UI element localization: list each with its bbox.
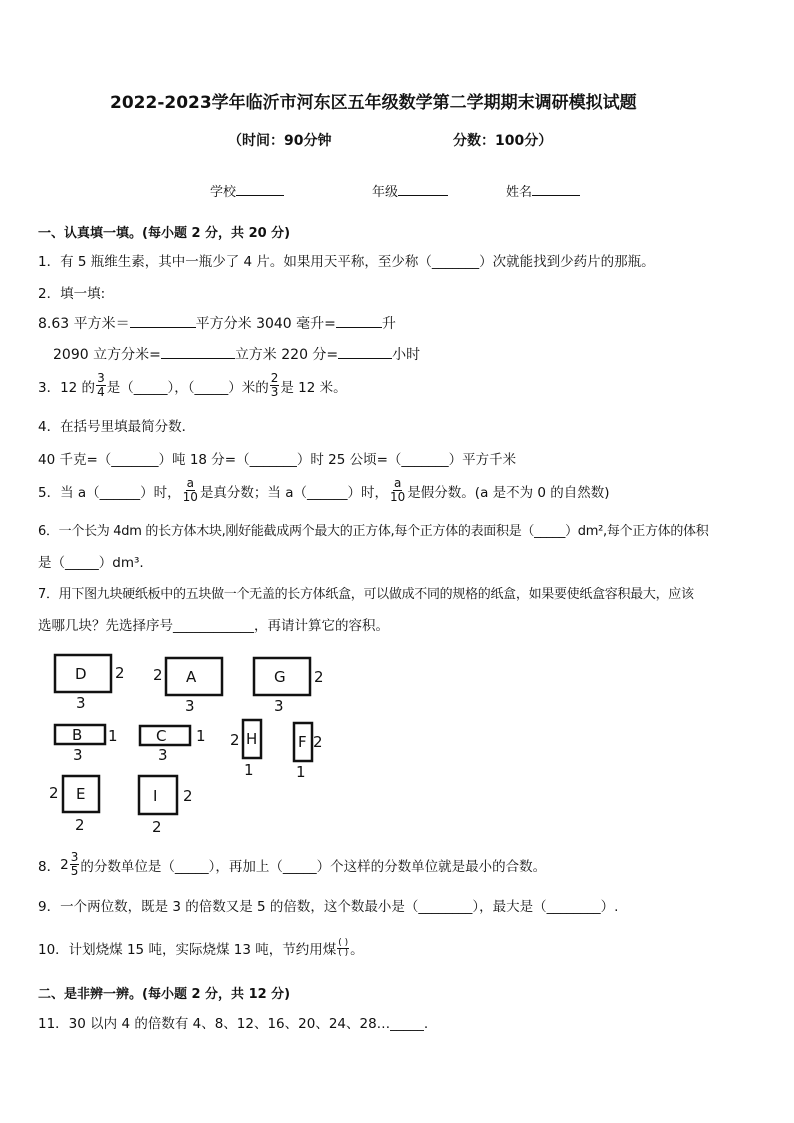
question-2-line2 bbox=[53, 344, 420, 364]
board-bottom: 1 bbox=[296, 763, 306, 781]
question-4-line: 40 千克=（_______）吨 18 分=（_______）时 25 公顷=（_______）平方千米 bbox=[38, 452, 517, 468]
q10-num: ( ) bbox=[338, 937, 349, 948]
q2-blank-1[interactable] bbox=[130, 314, 196, 328]
grade-blank[interactable] bbox=[398, 182, 448, 196]
board-side: 2 bbox=[314, 668, 324, 686]
q5-pre: 5．当 a（______）时， bbox=[38, 484, 181, 501]
question-3 bbox=[38, 372, 347, 399]
board-label: E bbox=[76, 785, 86, 803]
board-bottom: 3 bbox=[76, 694, 86, 712]
board-bottom: 2 bbox=[152, 818, 162, 836]
q3-fraction-2 bbox=[270, 372, 280, 399]
q2-line2-a: 2090 立方分米= bbox=[53, 347, 161, 363]
q3-pre: 3．12 的 bbox=[38, 379, 96, 396]
q2-blank-2[interactable] bbox=[336, 314, 382, 328]
board-bottom: 2 bbox=[75, 816, 85, 834]
board-I bbox=[139, 776, 177, 814]
q2-line2-b: 立方米 220 分= bbox=[234, 347, 339, 363]
q5-fraction-2 bbox=[389, 477, 406, 504]
board-bottom: 3 bbox=[158, 746, 168, 764]
cardboard-figure bbox=[0, 640, 400, 845]
grade-field bbox=[372, 181, 448, 200]
board-side: 1 bbox=[196, 727, 206, 745]
question-11: 11．30 以内 4 的倍数有 4、8、12、16、20、24、28…_____. bbox=[38, 1016, 429, 1032]
school-field bbox=[210, 181, 284, 200]
q2-line2-c: 小时 bbox=[392, 347, 421, 363]
name-label: 姓名 bbox=[506, 185, 533, 200]
question-4: 4．在括号里填最简分数． bbox=[38, 419, 196, 435]
q5-mid: 是真分数；当 a（______）时， bbox=[199, 484, 389, 501]
q8-post: 的分数单位是（_____），再加上（_____）个这样的分数单位就是最小的合数。 bbox=[80, 858, 547, 875]
q8-den: 5 bbox=[70, 864, 79, 878]
school-blank[interactable] bbox=[236, 182, 284, 196]
q8-num: 3 bbox=[70, 850, 79, 864]
q8-mixed-number bbox=[60, 851, 80, 878]
board-label: F bbox=[298, 733, 307, 751]
question-6-line2: 是（_____）dm³. bbox=[38, 555, 144, 571]
q2-line1-a: 8.63 平方米＝ bbox=[38, 316, 130, 332]
exam-time: （时间：90分钟 bbox=[228, 133, 332, 149]
section2-heading: 二、是非辨一辨。(每小题 2 分，共 12 分) bbox=[38, 987, 291, 1002]
question-8 bbox=[38, 851, 546, 878]
question-2: 2．填一填: bbox=[38, 286, 106, 302]
board-label: G bbox=[274, 668, 286, 686]
q8-pre: 8． bbox=[38, 858, 61, 875]
q2-blank-4[interactable] bbox=[338, 345, 392, 359]
school-label: 学校 bbox=[210, 185, 237, 200]
q10-fraction[interactable] bbox=[337, 939, 349, 958]
question-1: 1．有 5 瓶维生素，其中一瓶少了 4 片。如果用天平称，至少称（_______）次就能找到少药片的那瓶。 bbox=[38, 254, 655, 270]
q2-line1-c: 升 bbox=[381, 316, 396, 332]
q10-post: 。 bbox=[350, 942, 364, 958]
board-label: C bbox=[156, 727, 167, 745]
section1-heading: 一、认真填一填。(每小题 2 分，共 20 分) bbox=[38, 226, 291, 241]
question-2-line1 bbox=[38, 313, 396, 333]
q10-den: ( ) bbox=[338, 947, 349, 958]
q3-f1-den: 4 bbox=[97, 385, 105, 399]
q3-f1-num: 3 bbox=[97, 371, 105, 385]
q5-f1-num: a bbox=[186, 476, 194, 490]
q5-f2-den: 10 bbox=[390, 490, 406, 504]
board-side: 2 bbox=[49, 784, 59, 802]
q5-post: 是假分数。(a 是不为 0 的自然数) bbox=[407, 484, 610, 501]
question-7-line1: 7．用下图九块硬纸板中的五块做一个无盖的长方体纸盒，可以做成不同的规格的纸盒，如果要使纸盒容积最大，应该 bbox=[38, 587, 694, 602]
name-field bbox=[506, 181, 580, 200]
name-blank[interactable] bbox=[532, 182, 580, 196]
board-side: 2 bbox=[115, 664, 125, 682]
board-bottom: 1 bbox=[244, 761, 254, 779]
q5-fraction-1 bbox=[182, 477, 199, 504]
question-7-line2: 选哪几块？先选择序号____________，再请计算它的容积。 bbox=[38, 618, 389, 634]
q8-whole: 2 bbox=[60, 856, 69, 873]
q10-pre: 10．计划烧煤 15 吨，实际烧煤 13 吨，节约用煤 bbox=[38, 942, 337, 958]
board-label: I bbox=[153, 787, 158, 805]
question-9: 9．一个两位数，既是 3 的倍数又是 5 的倍数，这个数最小是（________），最大是（________）. bbox=[38, 899, 619, 915]
board-label: B bbox=[72, 726, 83, 744]
q3-fraction-1 bbox=[96, 372, 106, 399]
q8-fraction bbox=[70, 851, 80, 878]
q3-mid: 是（_____），（_____）米的 bbox=[106, 379, 269, 396]
question-10 bbox=[38, 938, 364, 958]
grade-label: 年级 bbox=[372, 185, 399, 200]
q2-line1-b: 平方分米 3040 毫升= bbox=[195, 316, 336, 332]
board-label: H bbox=[246, 730, 258, 748]
page-title: 2022-2023学年临沂市河东区五年级数学第二学期期末调研模拟试题 bbox=[110, 93, 637, 113]
question-5 bbox=[38, 477, 610, 504]
q3-f2-num: 2 bbox=[270, 371, 279, 385]
question-6-line1: 6．一个长为 4dm 的长方体木块,刚好能截成两个最大的正方体,每个正方体的表面积是（_____）dm²,每个正方体的体积 bbox=[38, 524, 709, 539]
board-bottom: 3 bbox=[185, 697, 195, 715]
board-bottom: 3 bbox=[274, 697, 284, 715]
exam-score: 分数：100分） bbox=[453, 133, 553, 149]
board-bottom: 3 bbox=[73, 746, 83, 764]
board-side: 1 bbox=[108, 727, 118, 745]
q3-post: 是 12 米。 bbox=[280, 379, 347, 396]
q3-f2-den: 3 bbox=[270, 385, 279, 399]
board-side: 2 bbox=[183, 787, 193, 805]
board-label: D bbox=[75, 665, 87, 683]
board-side: 2 bbox=[153, 666, 163, 684]
q2-blank-3[interactable] bbox=[161, 345, 235, 359]
board-side: 2 bbox=[313, 733, 323, 751]
board-side: 2 bbox=[230, 731, 240, 749]
q5-f1-den: 10 bbox=[182, 490, 198, 504]
board-label: A bbox=[186, 668, 197, 686]
q5-f2-num: a bbox=[393, 476, 402, 490]
